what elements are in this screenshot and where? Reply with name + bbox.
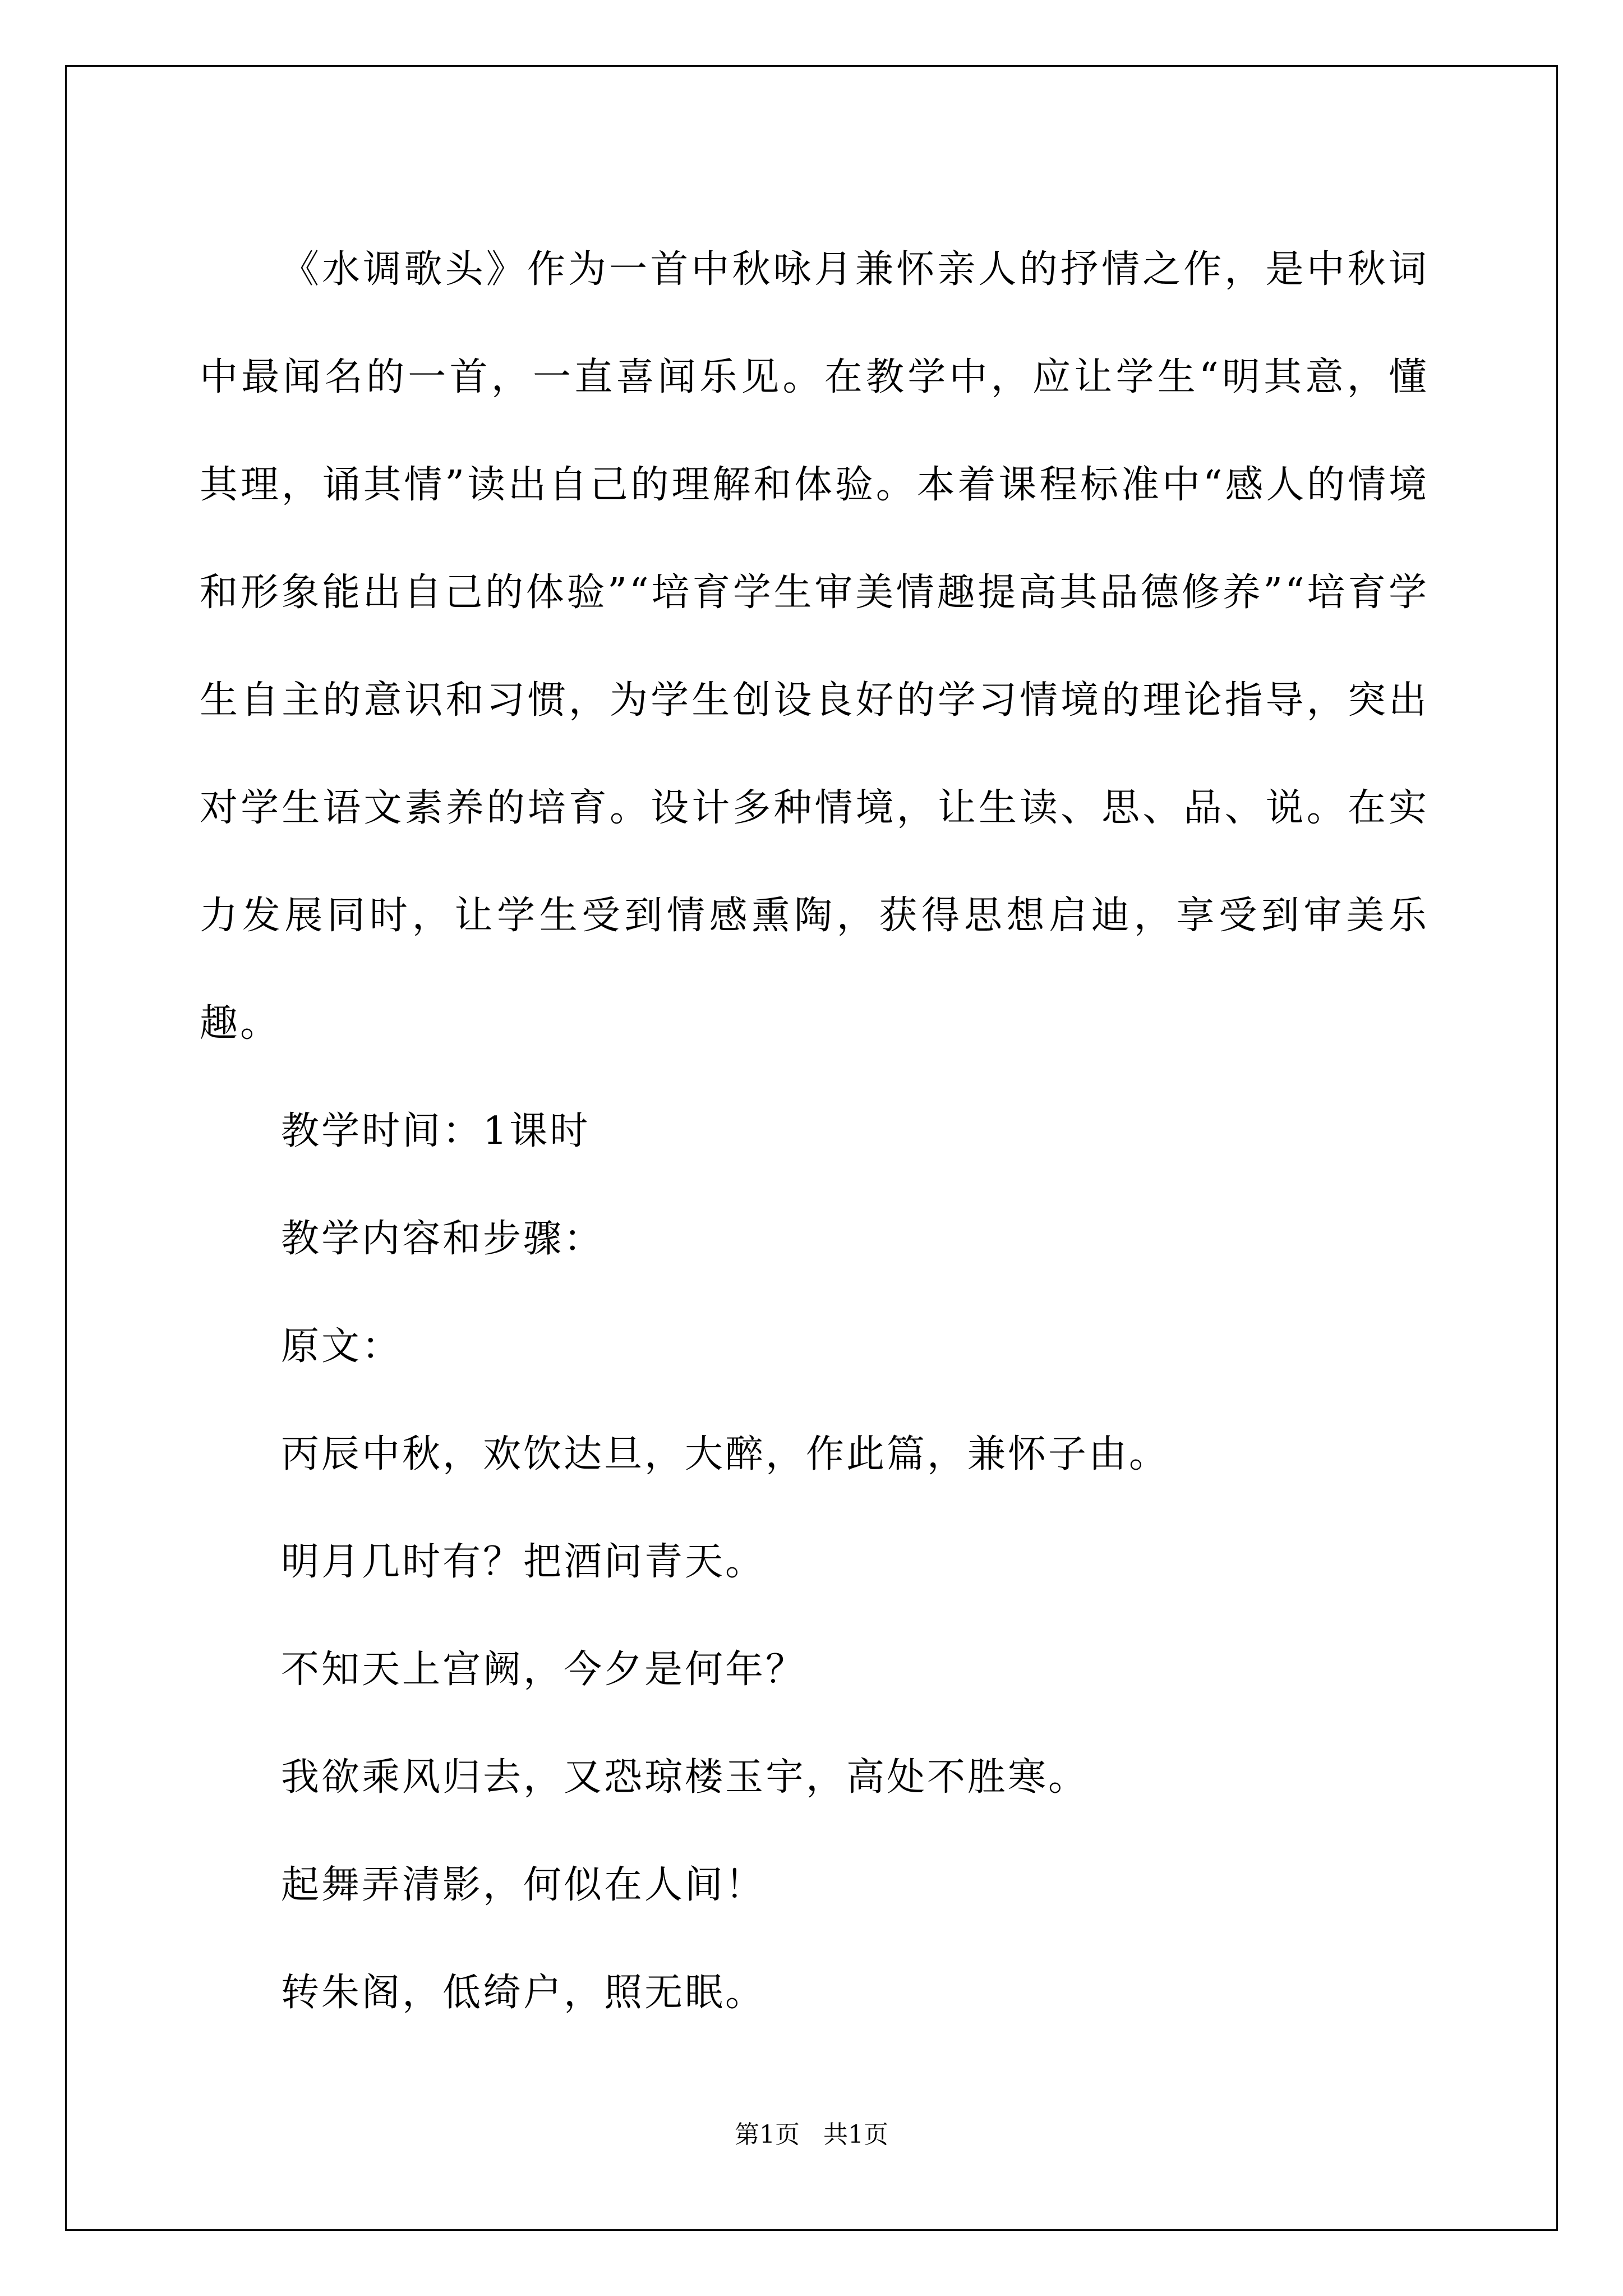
page-number: 第1页 (735, 2120, 800, 2149)
page-total: 共1页 (823, 2120, 888, 2149)
teaching-steps-heading: 教学内容和步骤： (281, 1217, 605, 1261)
intro-paragraph: 《水调歌头》作为一首中秋咏月兼怀亲人的抒情之作，是中秋词中最闻名的一首，一直喜闻乐见。在教学中，应让学生“明其意，懂其理，诵其情”读出自己的理解和体验。本着课程标准中“感人的情境和形象能出自己的体验”“培育学生审美情趣提高其品德修养”“培育学生自主的意识和习惯，为学生创设良好的学习情境的理论指导，突出对学生语文素养的培育。设计多种情境，让生读、思、品、说。在实力发展同时，让学生受到情感熏陶，获得思想启迪，享受到审美乐趣。 (200, 247, 1429, 1046)
poem-line-1: 明月几时有？把酒问青天。 (281, 1540, 766, 1584)
document-body (200, 216, 1429, 2047)
page-footer (0, 2118, 1623, 2152)
poem-line-2: 不知天上宫阙，今夕是何年？ (281, 1648, 806, 1692)
poem-line-4: 起舞弄清影，何似在人间！ (281, 1863, 766, 1907)
poem-preface: 丙辰中秋，欢饮达旦，大醉，作此篇，兼怀子由。 (281, 1432, 1170, 1476)
original-text-heading: 原文： (281, 1324, 403, 1369)
poem-line-5: 转朱阁，低绮户，照无眠。 (281, 1971, 766, 2015)
poem-line-3: 我欲乘风归去，又恐琼楼玉宇，高处不胜寒。 (281, 1755, 1089, 1800)
teaching-time: 教学时间：1课时 (281, 1109, 591, 1153)
